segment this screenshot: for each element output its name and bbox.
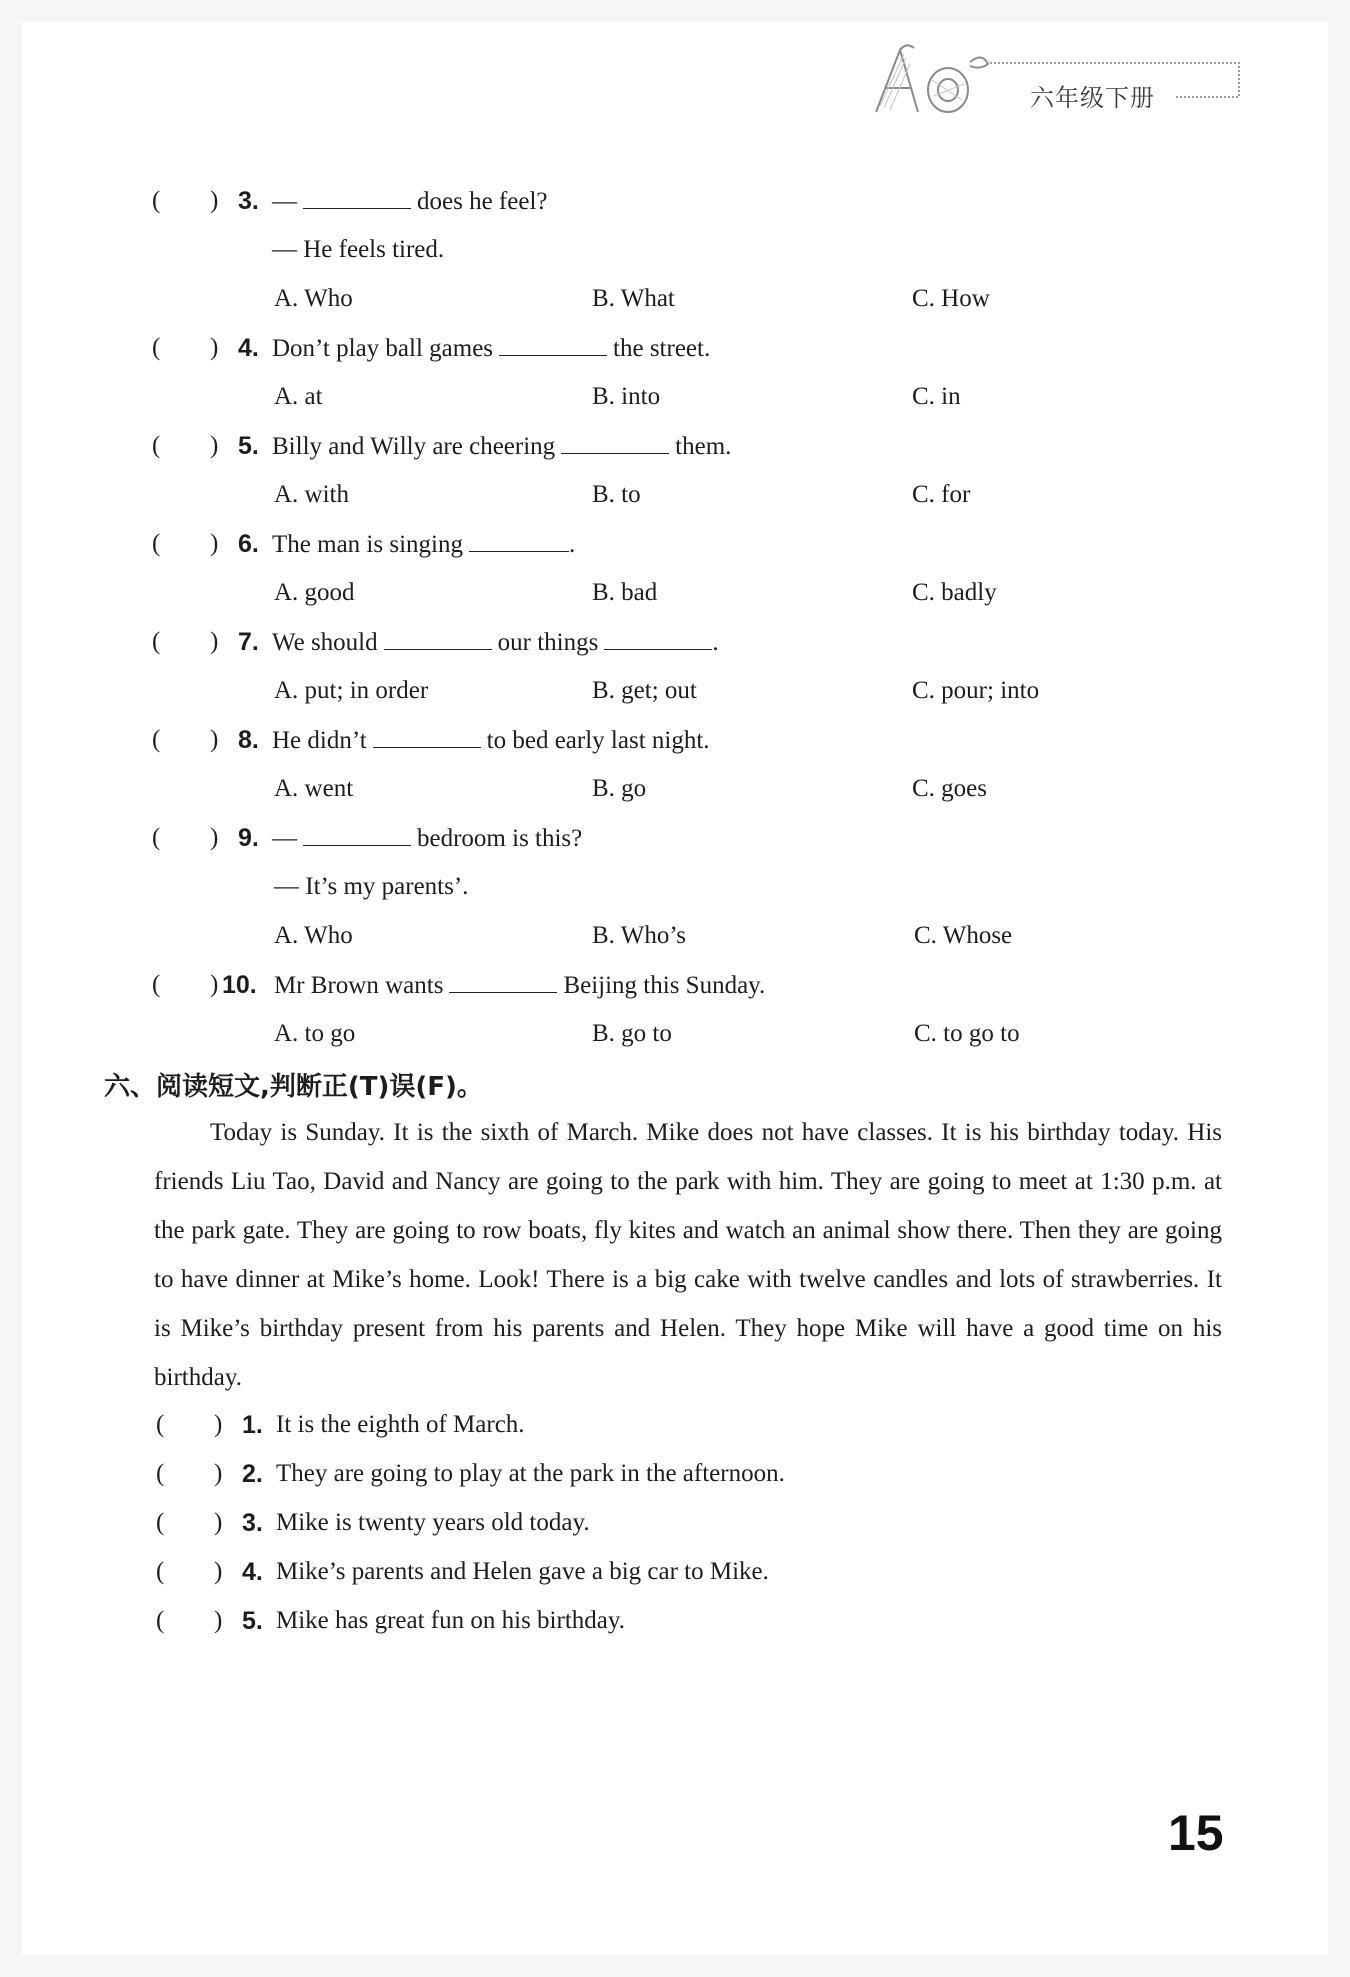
prompt-part: The man is singing: [272, 531, 463, 558]
answer-paren-open: (: [156, 1509, 165, 1536]
prompt-part: He didn’t: [272, 727, 367, 754]
answer-paren-open: (: [152, 432, 161, 459]
statement-number: 2.: [242, 1460, 263, 1488]
option-b: B. What: [592, 285, 675, 312]
option-c: C. in: [912, 383, 961, 410]
fill-blank[interactable]: [561, 431, 669, 454]
statement-text: Mike is twenty years old today.: [276, 1509, 590, 1536]
reading-passage: [154, 1108, 1222, 1402]
statement-number: 1.: [242, 1411, 263, 1439]
option-b: B. go to: [592, 1020, 672, 1047]
prompt-part: bedroom is this?: [417, 825, 583, 852]
prompt-part: Billy and Willy are cheering: [272, 433, 556, 460]
answer-paren-close: ): [214, 1509, 223, 1536]
answer-paren-open: (: [152, 824, 161, 851]
option-b: B. Who’s: [592, 922, 686, 949]
option-c: C. How: [912, 285, 990, 312]
header-dotted-rule-end: [1176, 96, 1238, 98]
option-c: C. for: [912, 481, 971, 508]
answer-paren-close: ): [214, 1411, 223, 1438]
option-a: A. with: [274, 481, 349, 508]
question-prompt: [272, 186, 547, 217]
question-prompt: [272, 529, 575, 560]
statement-text: It is the eighth of March.: [276, 1411, 525, 1438]
passage-text: Today is Sunday. It is the sixth of March. Mike does not have classes. It is his birthday today. His friends Liu Tao, David and Nancy are going to the park with him. They are going to meet at 1:30 p.m. at the park gate. They are going to row boats, fly kites and watch an animal show there. Then they are going to have dinner at Mike’s home. Look! There is a big cake with twelve candles and lots of strawberries. It is Mike’s birthday present from his parents and Helen. They hope Mike will have a good time on his birthday.: [154, 1119, 1222, 1391]
question-number: 10.: [222, 971, 257, 999]
fill-blank[interactable]: [499, 333, 607, 356]
answer-paren-close: ): [210, 824, 219, 851]
header-dotted-rule-vertical: [1238, 62, 1240, 96]
prompt-part: Beijing this Sunday.: [563, 972, 766, 999]
prompt-part: Don’t play ball games: [272, 335, 494, 362]
question-number: 7.: [238, 628, 259, 656]
option-b: B. into: [592, 383, 661, 410]
answer-paren-close: ): [210, 726, 219, 753]
prompt-part: Mr Brown wants: [274, 972, 444, 999]
question-number: 4.: [238, 334, 259, 362]
prompt-part: —: [272, 825, 297, 852]
option-c: C. pour; into: [912, 677, 1040, 704]
answer-paren-open: (: [152, 726, 161, 753]
question-prompt: [272, 823, 582, 854]
fill-blank[interactable]: [303, 186, 411, 209]
answer-paren-close: ): [210, 530, 219, 557]
option-b: B. to: [592, 481, 641, 508]
prompt-part: them.: [675, 433, 732, 460]
prompt-part: to bed early last night.: [486, 727, 710, 754]
fill-blank[interactable]: [449, 970, 557, 993]
question-number: 3.: [238, 187, 259, 215]
option-a: A. to go: [274, 1020, 356, 1047]
fill-blank[interactable]: [384, 627, 492, 650]
option-a: A. good: [274, 579, 355, 606]
option-a: A. went: [274, 775, 354, 802]
answer-paren-close: ): [210, 628, 219, 655]
answer-paren-close: ): [214, 1460, 223, 1487]
fill-blank[interactable]: [373, 725, 481, 748]
option-b: B. get; out: [592, 677, 697, 704]
question-number: 6.: [238, 530, 259, 558]
statement-number: 5.: [242, 1607, 263, 1635]
prompt-part: —: [272, 188, 297, 215]
question-prompt: [272, 627, 719, 658]
option-a: A. put; in order: [274, 677, 429, 704]
answer-paren-open: (: [152, 530, 161, 557]
answer-paren-close: ): [210, 187, 219, 214]
option-a: A. Who: [274, 922, 353, 949]
question-prompt: [272, 431, 731, 462]
prompt-part: the street.: [613, 335, 711, 362]
series-logo-icon: [870, 40, 1000, 118]
section-6-title: 六、阅读短文,判断正(T)误(F)。: [104, 1072, 483, 1102]
prompt-part: .: [568, 531, 576, 558]
grade-label: 六年级下册: [1030, 84, 1155, 112]
header-dotted-rule: [990, 62, 1240, 64]
prompt-part: We should: [272, 629, 378, 656]
statement-number: 3.: [242, 1509, 263, 1537]
prompt-part: does he feel?: [417, 188, 548, 215]
answer-paren-open: (: [156, 1558, 165, 1585]
statement-text: They are going to play at the park in the afternoon.: [276, 1460, 785, 1487]
answer-line: — It’s my parents’.: [274, 873, 469, 900]
fill-blank[interactable]: [469, 529, 569, 552]
option-b: B. bad: [592, 579, 658, 606]
prompt-part: our things: [497, 629, 599, 656]
page-number: 15: [1168, 1805, 1224, 1861]
fill-blank[interactable]: [604, 627, 712, 650]
answer-paren-close: ): [214, 1558, 223, 1585]
question-prompt: [272, 333, 710, 364]
option-c: C. badly: [912, 579, 997, 606]
option-c: C. goes: [912, 775, 987, 802]
option-c: C. Whose: [914, 922, 1013, 949]
page-header: [870, 40, 1240, 120]
question-prompt: [274, 970, 765, 1001]
option-c: C. to go to: [914, 1020, 1020, 1047]
fill-blank[interactable]: [303, 823, 411, 846]
prompt-part: .: [712, 629, 719, 656]
option-a: A. Who: [274, 285, 353, 312]
option-b: B. go: [592, 775, 647, 802]
answer-line: — He feels tired.: [272, 236, 445, 263]
answer-paren-open: (: [156, 1460, 165, 1487]
answer-paren-close: ): [214, 1607, 223, 1634]
statement-text: Mike has great fun on his birthday.: [276, 1607, 625, 1634]
statement-number: 4.: [242, 1558, 263, 1586]
answer-paren-close: ): [210, 432, 219, 459]
question-prompt: [272, 725, 710, 756]
answer-paren-open: (: [152, 628, 161, 655]
answer-paren-open: (: [152, 971, 161, 998]
question-number: 9.: [238, 824, 259, 852]
question-number: 8.: [238, 726, 259, 754]
answer-paren-open: (: [152, 187, 161, 214]
option-a: A. at: [274, 383, 323, 410]
answer-paren-open: (: [156, 1411, 165, 1438]
statement-text: Mike’s parents and Helen gave a big car to Mike.: [276, 1558, 769, 1585]
answer-paren-open: (: [156, 1607, 165, 1634]
question-number: 5.: [238, 432, 259, 460]
answer-paren-close: ): [210, 334, 219, 361]
answer-paren-open: (: [152, 334, 161, 361]
answer-paren-close: ): [210, 971, 219, 998]
